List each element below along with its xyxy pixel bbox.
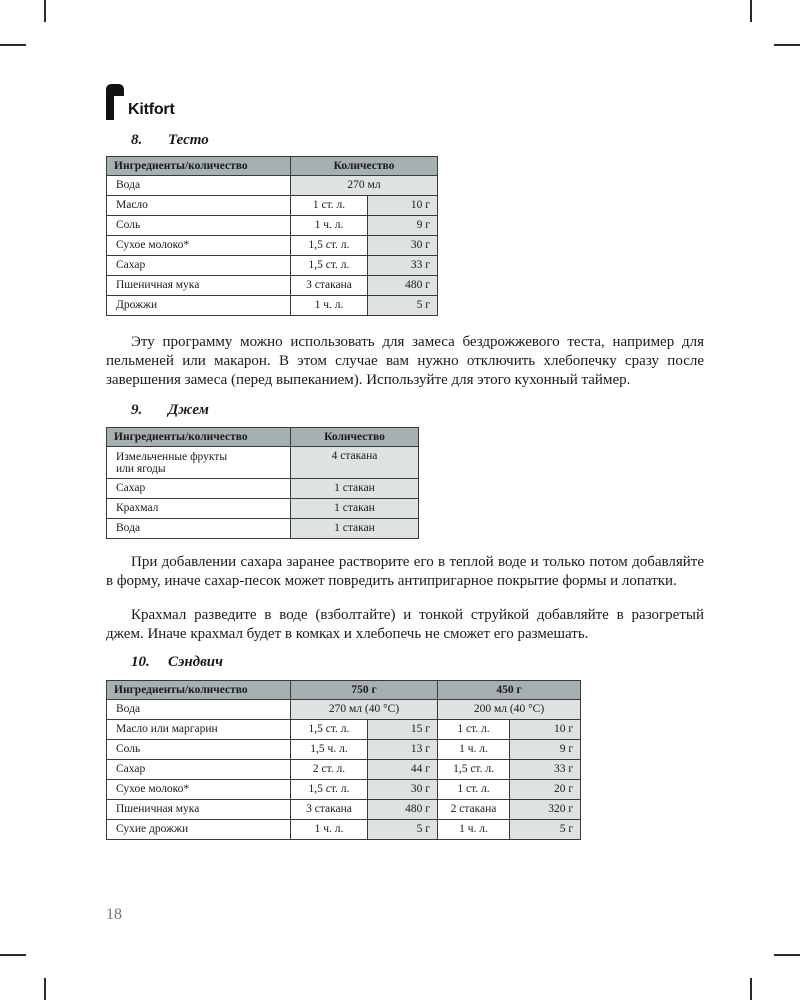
ingredient-name: Вода [107, 700, 291, 720]
table-row [107, 820, 581, 840]
crop-mark [0, 44, 26, 46]
ingredient-measure-750: 1,5 ст. л. [291, 780, 368, 800]
table-row [107, 760, 581, 780]
jam-note-starch: Крахмал разведите в воде (взболтайте) и тонкой струйкой добавляйте в разогретый джем. Иначе крахмал будет в комках и хлебопечь не сможет его размешать. [106, 607, 704, 642]
ingredient-grams: 9 г [368, 216, 438, 236]
ingredient-name: Крахмал [107, 499, 291, 519]
table-row [107, 447, 419, 479]
table-header-row [107, 428, 419, 447]
ingredient-measure: 1 ч. л. [291, 296, 368, 316]
ingredient-name: Сахар [107, 479, 291, 499]
ingredient-measure: 1 ч. л. [291, 216, 368, 236]
table-row [107, 499, 419, 519]
ingredient-measure: 1 ст. л. [291, 196, 368, 216]
ingredient-grams-750: 13 г [368, 740, 438, 760]
header-ingredients: Ингредиенты/количество [107, 428, 291, 447]
ingredient-measure-750: 1,5 ч. л. [291, 740, 368, 760]
header-450g: 450 г [438, 681, 581, 700]
table-row [107, 176, 438, 196]
section-title-10 [131, 654, 223, 671]
ingredient-amount: 270 мл [291, 176, 438, 196]
ingredient-name: Дрожжи [107, 296, 291, 316]
page-number: 18 [106, 906, 122, 923]
brand-name: Kitfort [128, 101, 175, 118]
table-header-row [107, 681, 581, 700]
ingredient-measure-450: 1 ч. л. [438, 820, 510, 840]
ingredient-grams-450: 10 г [510, 720, 581, 740]
ingredient-name: Сахар [107, 256, 291, 276]
ingredient-name: Масло [107, 196, 291, 216]
table-row [107, 196, 438, 216]
table-row [107, 296, 438, 316]
ingredient-grams-750: 15 г [368, 720, 438, 740]
ingredient-measure: 3 стакана [291, 276, 368, 296]
table-row [107, 479, 419, 499]
ingredient-amount: 4 стакана [291, 447, 419, 479]
ingredient-measure-450: 2 стакана [438, 800, 510, 820]
ingredient-grams: 30 г [368, 236, 438, 256]
ingredient-grams-450: 9 г [510, 740, 581, 760]
table-row [107, 256, 438, 276]
crop-mark [750, 0, 752, 22]
header-ingredients: Ингредиенты/количество [107, 681, 291, 700]
recipe-table-jam [106, 427, 419, 539]
section-title-8 [131, 132, 209, 149]
ingredient-grams-450: 20 г [510, 780, 581, 800]
section-number: 9. [131, 402, 143, 418]
crop-mark [774, 44, 800, 46]
table-row [107, 720, 581, 740]
ingredient-measure-450: 1 ст. л. [438, 780, 510, 800]
ingredient-grams-450: 33 г [510, 760, 581, 780]
jam-note-sugar: При добавлении сахара заранее растворите его в теплой воде и только потом добавляйте в форму, иначе сахар-песок может повредить антипригарное покрытие формы и лопатки. [106, 554, 704, 589]
table-row [107, 800, 581, 820]
ingredient-measure: 1,5 ст. л. [291, 236, 368, 256]
ingredient-amount: 1 стакан [291, 519, 419, 539]
ingredient-name: Сахар [107, 760, 291, 780]
ingredient-grams-750: 480 г [368, 800, 438, 820]
crop-mark [44, 978, 46, 1000]
kitfort-logo-icon [106, 84, 128, 120]
ingredient-measure-750: 2 ст. л. [291, 760, 368, 780]
ingredient-grams: 33 г [368, 256, 438, 276]
table-row [107, 236, 438, 256]
crop-mark [0, 954, 26, 956]
ingredient-amount-750: 270 мл (40 °C) [291, 700, 438, 720]
crop-mark [44, 0, 46, 22]
table-header-row [107, 157, 438, 176]
table-row [107, 780, 581, 800]
ingredient-measure-750: 1,5 ст. л. [291, 720, 368, 740]
ingredient-name: Пшеничная мука [107, 276, 291, 296]
ingredient-amount: 1 стакан [291, 499, 419, 519]
ingredient-name: Масло или маргарин [107, 720, 291, 740]
ingredient-measure-750: 1 ч. л. [291, 820, 368, 840]
section-number: 8. [131, 132, 143, 148]
ingredient-grams-750: 30 г [368, 780, 438, 800]
crop-mark [774, 954, 800, 956]
ingredient-name-line: или ягоды [116, 462, 166, 475]
ingredient-measure-450: 1 ч. л. [438, 740, 510, 760]
header-amount: Количество [291, 157, 438, 176]
ingredient-amount: 1 стакан [291, 479, 419, 499]
ingredient-grams-450: 320 г [510, 800, 581, 820]
recipe-table-sandwich [106, 680, 581, 840]
ingredient-name: Сухие дрожжи [107, 820, 291, 840]
table-row [107, 216, 438, 236]
ingredient-name [107, 447, 291, 479]
ingredient-measure-450: 1,5 ст. л. [438, 760, 510, 780]
header-ingredients: Ингредиенты/количество [107, 157, 291, 176]
table-row [107, 276, 438, 296]
ingredient-name: Сухое молоко* [107, 780, 291, 800]
crop-mark [750, 978, 752, 1000]
header-750g: 750 г [291, 681, 438, 700]
ingredient-grams: 5 г [368, 296, 438, 316]
ingredient-grams-750: 5 г [368, 820, 438, 840]
dough-note: Эту программу можно использовать для замеса бездрожжевого теста, например для пельменей или макарон. В этом случае вам нужно отключить хлебопечку сразу после завершения замеса (перед выпеканием). Используйте для этого кухонный таймер. [106, 334, 704, 388]
ingredient-name-line: Измельченные фрукты [116, 450, 228, 463]
table-row [107, 519, 419, 539]
ingredient-grams: 480 г [368, 276, 438, 296]
ingredient-grams-750: 44 г [368, 760, 438, 780]
section-name: Джем [168, 402, 209, 418]
section-name: Сэндвич [168, 654, 224, 670]
table-row [107, 700, 581, 720]
ingredient-name: Вода [107, 176, 291, 196]
section-title-9 [131, 402, 209, 419]
header-amount: Количество [291, 428, 419, 447]
ingredient-measure-450: 1 ст. л. [438, 720, 510, 740]
ingredient-amount-450: 200 мл (40 °C) [438, 700, 581, 720]
ingredient-name: Сухое молоко* [107, 236, 291, 256]
ingredient-name: Соль [107, 216, 291, 236]
section-name: Тесто [168, 132, 209, 148]
recipe-table-dough [106, 156, 438, 316]
ingredient-grams: 10 г [368, 196, 438, 216]
ingredient-grams-450: 5 г [510, 820, 581, 840]
ingredient-measure-750: 3 стакана [291, 800, 368, 820]
table-row [107, 740, 581, 760]
ingredient-name: Вода [107, 519, 291, 539]
section-number: 10. [131, 654, 150, 670]
ingredient-name: Пшеничная мука [107, 800, 291, 820]
ingredient-measure: 1,5 ст. л. [291, 256, 368, 276]
ingredient-name: Соль [107, 740, 291, 760]
